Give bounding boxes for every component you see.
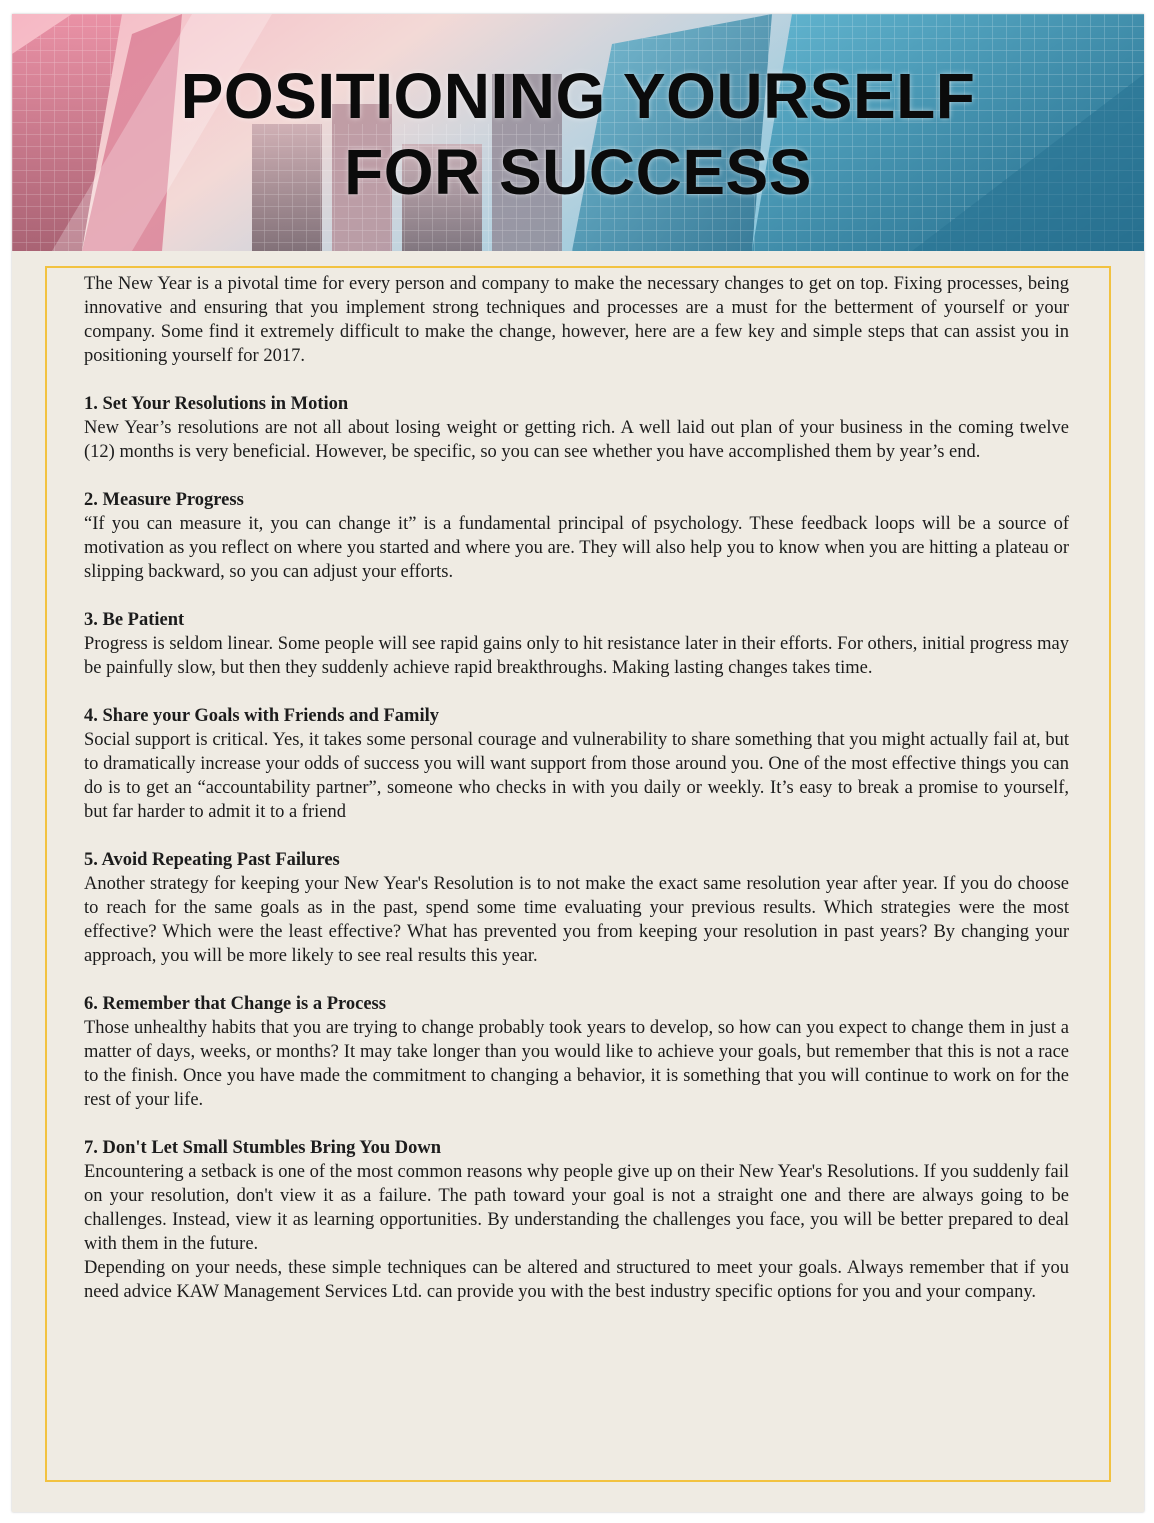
section-heading: 3. Be Patient [84,610,185,630]
section-2 [84,488,1069,584]
section-body: “If you can measure it, you can change it” is a fundamental principal of psychology. These feedback loops will be a source of motivation as you reflect on where you started and where you are. They will also help you to know when you are hitting a plateau or slipping backward, so you can adjust your efforts. [84,514,1069,582]
article-body [84,272,1069,1304]
section-body: Social support is critical. Yes, it takes some personal courage and vulnerability to share something that you might actually fail at, but to dramatically increase your odds of success you will want support from those around you. One of the most effective things you can do is to get an “accountability partner”, someone who checks in with you daily or weekly. It’s easy to break a promise to yourself, but far harder to admit it to a friend [84,730,1069,822]
header-banner [12,14,1144,251]
section-body: Progress is seldom linear. Some people will see rapid gains only to hit resistance later in their efforts. For others, initial progress may be painfully slow, but then they suddenly achieve rapid breakthroughs. Making lasting changes takes time. [84,634,1069,678]
section-4 [84,704,1069,824]
section-heading: 7. Don't Let Small Stumbles Bring You Down [84,1138,442,1158]
closing-paragraph: Depending on your needs, these simple techniques can be altered and structured to meet your goals. Always remember that if you need advice KAW Management Services Ltd. can provide you with the best industry specific options for you and your company. [84,1258,1069,1302]
document-page [12,14,1144,1512]
section-body: New Year’s resolutions are not all about losing weight or getting rich. A well laid out plan of your business in the coming twelve (12) months is very beneficial. However, be specific, so you can see whether you have accomplished them by year’s end. [84,418,1069,462]
title-line-2: FOR SUCCESS [344,136,812,208]
section-heading: 4. Share your Goals with Friends and Family [84,706,439,726]
title-line-1: POSITIONING YOURSELF [180,60,976,132]
section-heading: 1. Set Your Resolutions in Motion [84,394,349,414]
section-body: Another strategy for keeping your New Year's Resolution is to not make the exact same resolution year after year. If you do choose to reach for the same goals as in the past, spend some time evaluating your previous results. Which strategies were the most effective? Which were the least effective? What has prevented you from keeping your resolution in past years? By changing your approach, you will be more likely to see real results this year. [84,874,1069,966]
section-6 [84,992,1069,1112]
section-body: Those unhealthy habits that you are trying to change probably took years to develop, so how can you expect to change them in just a matter of days, weeks, or months? It may take longer than you would like to achieve your goals, but remember that this is not a race to the finish. Once you have made the commitment to changing a behavior, it is something that you will continue to work on for the rest of your life. [84,1018,1069,1110]
section-heading: 5. Avoid Repeating Past Failures [84,850,340,870]
page-title [12,58,1144,210]
section-5 [84,848,1069,968]
section-3 [84,608,1069,680]
section-heading: 2. Measure Progress [84,490,244,510]
section-heading: 6. Remember that Change is a Process [84,994,386,1014]
section-1 [84,392,1069,464]
intro-paragraph: The New Year is a pivotal time for every person and company to make the necessary changes to get on top. Fixing processes, being innovative and ensuring that you implement strong techniques and processes are a must for the betterment of yourself or your company. Some find it extremely difficult to make the change, however, here are a few key and simple steps that can assist you in positioning yourself for 2017. [84,274,1069,366]
section-7 [84,1136,1069,1256]
section-body: Encountering a setback is one of the most common reasons why people give up on their New Year's Resolutions. If you suddenly fail on your resolution, don't view it as a failure. The path toward your goal is not a straight one and there are always going to be challenges. Instead, view it as learning opportunities. By understanding the challenges you face, you will be better prepared to deal with them in the future. [84,1162,1069,1254]
